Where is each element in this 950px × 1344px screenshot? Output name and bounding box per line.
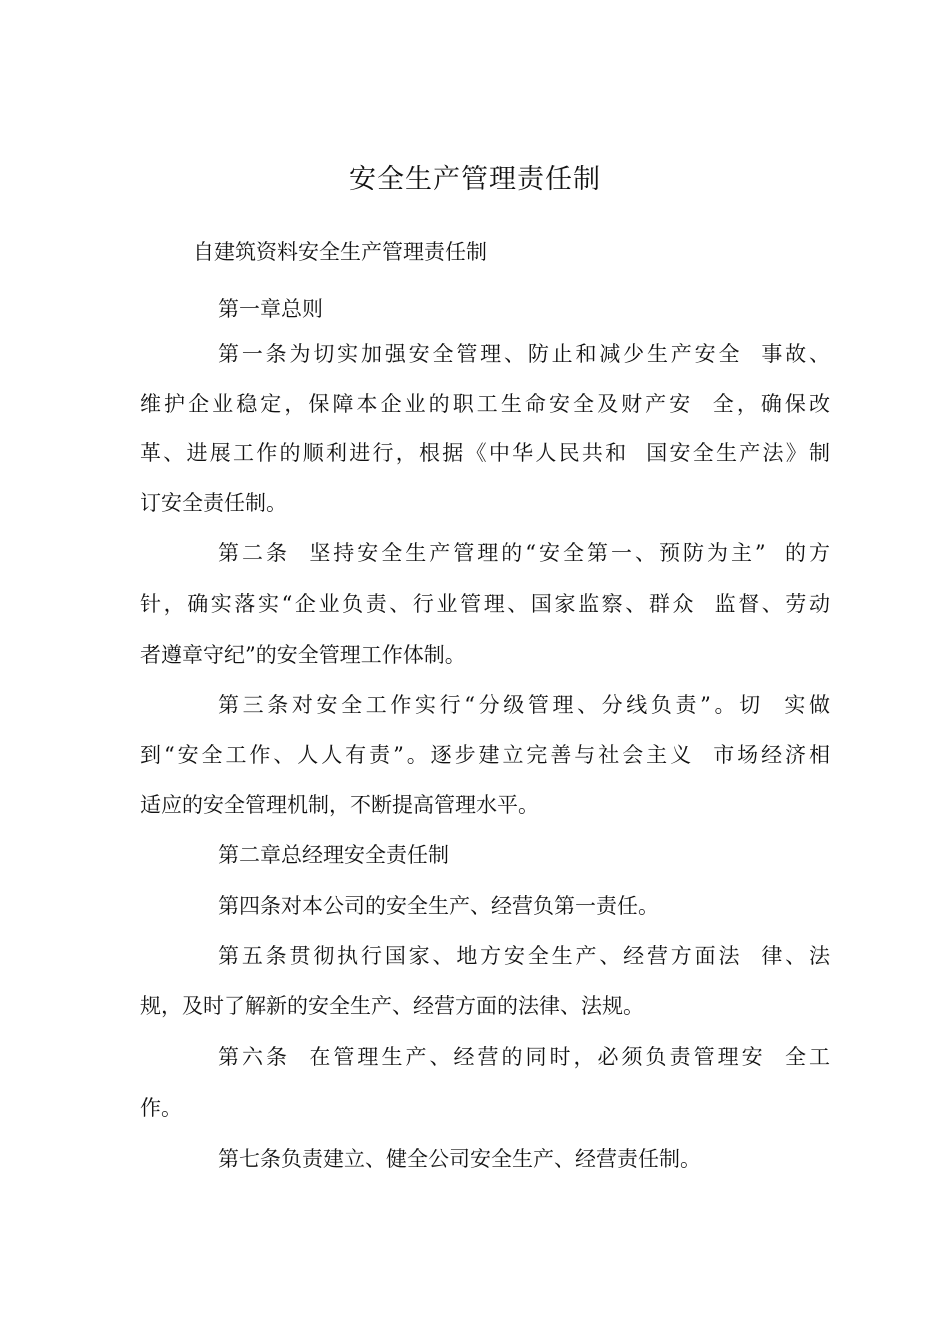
- article-line: 第七条负责建立、健全公司安全生产、经营责任制。: [218, 1147, 701, 1171]
- article-line: 规，及时了解新的安全生产、经营方面的法律、法规。: [140, 994, 644, 1018]
- article-line: 维护企业稳定，保障本企业的职工生命安全及财产安 全，确保改: [140, 392, 830, 416]
- article-line: 革、进展工作的顺利进行，根据《中华人民共和 国安全生产法》制: [140, 441, 830, 465]
- article-line: 到“安全工作、人人有责”。逐步建立完善与社会主义 市场经济相: [140, 743, 830, 767]
- article-line: 第三条对安全工作实行“分级管理、分线负责”。切 实做: [218, 693, 830, 717]
- chapter-heading: 第一章总则: [218, 297, 323, 321]
- article-line: 第一条为切实加强安全管理、防止和减少生产安全 事故、: [218, 342, 830, 366]
- article-line: 第二条 坚持安全生产管理的“安全第一、预防为主” 的方: [218, 541, 830, 565]
- article-line: 者遵章守纪”的安全管理工作体制。: [140, 643, 466, 667]
- article-line: 订安全责任制。: [140, 491, 287, 515]
- article-line: 作。: [140, 1096, 182, 1120]
- article-line: 第五条贯彻执行国家、地方安全生产、经营方面法 律、法: [218, 944, 830, 968]
- article-line: 第四条对本公司的安全生产、经营负第一责任。: [218, 894, 659, 918]
- article-line: 适应的安全管理机制，不断提高管理水平。: [140, 793, 539, 817]
- article-line: 第六条 在管理生产、经营的同时，必须负责管理安 全工: [218, 1045, 830, 1069]
- chapter-heading: 第二章总经理安全责任制: [218, 843, 449, 867]
- document-subtitle: 自建筑资料安全生产管理责任制: [193, 240, 487, 264]
- document-title: 安全生产管理责任制: [349, 164, 601, 195]
- article-line: 针，确实落实“企业负责、行业管理、国家监察、群众 监督、劳动: [140, 592, 830, 616]
